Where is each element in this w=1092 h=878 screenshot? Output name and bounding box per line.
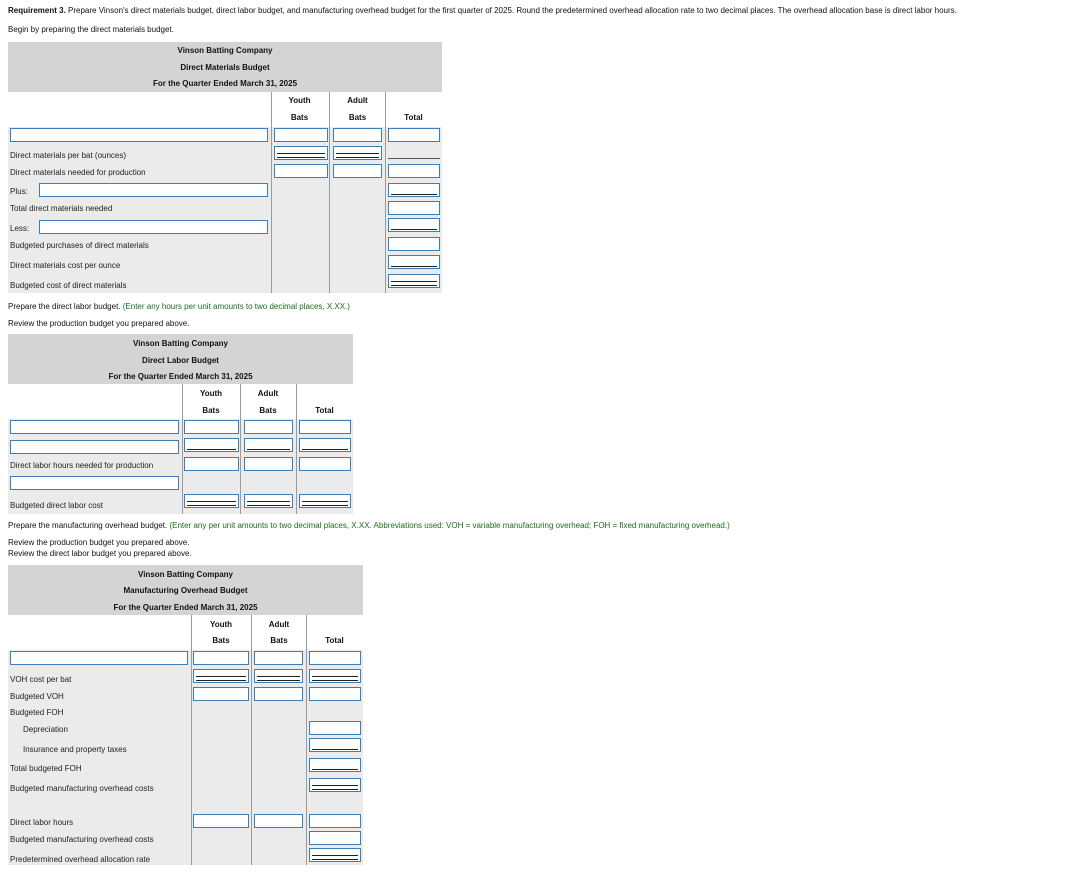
dm-row-plus: Plus:	[10, 187, 28, 196]
dl-col-adult-1: Adult	[257, 389, 279, 398]
dl-cost-youth-input[interactable]	[184, 494, 239, 508]
moh-divider	[251, 615, 252, 865]
dm-company: Vinson Batting Company	[177, 46, 273, 55]
moh-row-insurance: Insurance and property taxes	[23, 745, 127, 754]
moh-voh-per-bat-total-input[interactable]	[309, 669, 361, 683]
dm-row-purchases: Budgeted purchases of direct materials	[10, 241, 149, 250]
moh-hint-text: (Enter any per unit amounts to two decimal places, X.XX. Abbreviations used: VOH = variable manufacturing overhead; FOH = fixed manufacturing overhead.)	[167, 521, 730, 530]
direct-labor-budget	[8, 334, 353, 514]
moh-voh-per-bat-adult-input[interactable]	[254, 669, 303, 683]
moh-company: Vinson Batting Company	[138, 570, 233, 579]
moh-row1-youth-input[interactable]	[193, 651, 249, 665]
moh-row1-total-input[interactable]	[309, 651, 361, 665]
moh-row-voh-per-bat: VOH cost per bat	[10, 675, 72, 684]
dl-hint-text: (Enter any hours per unit amounts to two decimal places, X.XX.)	[120, 302, 350, 311]
moh-instruction	[8, 521, 730, 531]
moh-row1-adult-input[interactable]	[254, 651, 303, 665]
dl-row2-total-input[interactable]	[299, 438, 351, 452]
dl-row1-adult-input[interactable]	[244, 420, 293, 434]
dl-cost-adult-input[interactable]	[244, 494, 293, 508]
dm-row-total-needed: Total direct materials needed	[10, 204, 113, 213]
dm-budgeted-cost-input[interactable]	[388, 274, 440, 288]
dm-title: Direct Materials Budget	[180, 63, 270, 72]
dl-row2-youth-input[interactable]	[184, 438, 239, 452]
dl-row-hours-needed: Direct labor hours needed for production	[10, 461, 154, 470]
dl-prepare-text: Prepare the direct labor budget.	[8, 302, 121, 311]
moh-voh-youth-input[interactable]	[193, 687, 249, 701]
moh-row-budgeted-foh: Budgeted FOH	[10, 708, 64, 717]
dl-row1-total-input[interactable]	[299, 420, 351, 434]
dl-col-adult-2: Bats	[259, 406, 277, 415]
moh-row-budgeted-voh: Budgeted VOH	[10, 692, 64, 701]
dl-title: Direct Labor Budget	[142, 356, 219, 365]
dm-plus-label-input[interactable]	[39, 183, 268, 197]
moh-voh-adult-input[interactable]	[254, 687, 303, 701]
dm-col-adult-1: Adult	[347, 96, 368, 105]
dm-plus-total-input[interactable]	[388, 183, 440, 197]
dm-cost-per-ounce-input[interactable]	[388, 255, 440, 269]
moh-total-foh-input[interactable]	[309, 758, 361, 772]
requirement-body: Prepare Vinson's direct materials budget, direct labor budget, and manufacturing overhead budget for the first quarter of 2025. Round the predetermined overhead allocation rate to two decimal places. The overhead allocation base is direct labor hours.	[65, 6, 957, 15]
dm-units-label-input[interactable]	[10, 128, 268, 142]
moh-dl-hours-adult-input[interactable]	[254, 814, 303, 828]
moh-period: For the Quarter Ended March 31, 2025	[113, 603, 258, 612]
moh-row1-label-input[interactable]	[10, 651, 188, 665]
dl-col-youth-1: Youth	[199, 389, 223, 398]
moh-prepare-text: Prepare the manufacturing overhead budget.	[8, 521, 168, 530]
moh-row-rate: Predetermined overhead allocation rate	[10, 855, 151, 864]
dm-per-bat-total-rule	[388, 158, 440, 159]
dl-row2-adult-input[interactable]	[244, 438, 293, 452]
dm-row-budgeted-cost: Budgeted cost of direct materials	[10, 281, 127, 290]
dm-units-adult-input[interactable]	[333, 128, 382, 142]
moh-row-budgeted-moh: Budgeted manufacturing overhead costs	[10, 784, 154, 793]
dm-divider	[385, 92, 386, 293]
dm-row-cost-per-ounce: Direct materials cost per ounce	[10, 261, 121, 270]
moh-voh-per-bat-youth-input[interactable]	[193, 669, 249, 683]
moh-col-adult-1: Adult	[268, 620, 290, 629]
moh-row-total-foh: Total budgeted FOH	[10, 764, 82, 773]
dl-row4-label-input[interactable]	[10, 476, 179, 490]
dm-col-adult-2: Bats	[348, 113, 367, 122]
dl-instruction	[8, 302, 350, 312]
dm-header-blank	[8, 92, 271, 127]
dl-col-youth-2: Bats	[202, 406, 220, 415]
moh-review-production: Review the production budget you prepared above.	[8, 538, 190, 547]
dm-col-youth-2: Bats	[290, 113, 309, 122]
moh-voh-total-input[interactable]	[309, 687, 361, 701]
moh-row-depreciation: Depreciation	[23, 725, 68, 734]
dl-company: Vinson Batting Company	[133, 339, 228, 348]
moh-insurance-input[interactable]	[309, 738, 361, 752]
dl-cost-total-input[interactable]	[299, 494, 351, 508]
moh-budgeted-moh-2-input[interactable]	[309, 831, 361, 845]
requirement-label: Requirement 3.	[8, 6, 66, 15]
dl-divider	[240, 384, 241, 514]
begin-instruction: Begin by preparing the direct materials budget.	[8, 25, 174, 34]
moh-col-youth-1: Youth	[209, 620, 233, 629]
dm-units-youth-input[interactable]	[274, 128, 328, 142]
dm-less-label-input[interactable]	[39, 220, 268, 234]
moh-dl-hours-total-input[interactable]	[309, 814, 361, 828]
dm-col-total: Total	[404, 113, 423, 122]
dm-total-needed-input[interactable]	[388, 201, 440, 215]
dl-divider	[182, 384, 183, 514]
moh-divider	[191, 615, 192, 865]
dl-hours-adult-input[interactable]	[244, 457, 293, 471]
direct-materials-budget	[8, 42, 442, 293]
dl-divider	[296, 384, 297, 514]
dl-row1-youth-input[interactable]	[184, 420, 239, 434]
dm-row-needed-prod: Direct materials needed for production	[10, 168, 146, 177]
dm-needed-youth-input[interactable]	[274, 164, 328, 178]
moh-row-dl-hours: Direct labor hours	[10, 818, 74, 827]
dl-row1-label-input[interactable]	[10, 420, 179, 434]
dm-needed-adult-input[interactable]	[333, 164, 382, 178]
moh-review-labor: Review the direct labor budget you prepared above.	[8, 549, 192, 558]
dm-col-youth-1: Youth	[288, 96, 311, 105]
dm-purchases-input[interactable]	[388, 237, 440, 251]
dm-divider	[271, 92, 272, 293]
dl-hours-total-input[interactable]	[299, 457, 351, 471]
moh-rate-input[interactable]	[309, 848, 361, 862]
dl-period: For the Quarter Ended March 31, 2025	[108, 372, 253, 381]
moh-depreciation-input[interactable]	[309, 721, 361, 735]
moh-dl-hours-youth-input[interactable]	[193, 814, 249, 828]
moh-divider	[306, 615, 307, 865]
manufacturing-overhead-budget	[8, 565, 363, 865]
moh-col-total: Total	[325, 636, 344, 645]
dm-needed-total-input[interactable]	[388, 164, 440, 178]
dl-hours-youth-input[interactable]	[184, 457, 239, 471]
dm-per-bat-youth-input[interactable]	[274, 146, 328, 160]
requirement-text	[8, 6, 957, 16]
dm-row-less: Less:	[10, 224, 30, 233]
moh-budgeted-moh-input[interactable]	[309, 778, 361, 792]
dm-divider	[329, 92, 330, 293]
moh-title: Manufacturing Overhead Budget	[123, 586, 248, 595]
dl-review-text: Review the production budget you prepared above.	[8, 319, 190, 328]
moh-row-budgeted-moh-2: Budgeted manufacturing overhead costs	[10, 835, 154, 844]
dl-row2-label-input[interactable]	[10, 440, 179, 454]
moh-col-youth-2: Bats	[212, 636, 230, 645]
dm-units-total-input[interactable]	[388, 128, 440, 142]
dl-row-budgeted-cost: Budgeted direct labor cost	[10, 501, 103, 510]
dm-period: For the Quarter Ended March 31, 2025	[152, 79, 298, 88]
dm-row-per-bat: Direct materials per bat (ounces)	[10, 151, 127, 160]
dm-per-bat-adult-input[interactable]	[333, 146, 382, 160]
moh-col-adult-2: Bats	[270, 636, 288, 645]
dm-less-total-input[interactable]	[388, 218, 440, 232]
dl-col-total: Total	[315, 406, 334, 415]
